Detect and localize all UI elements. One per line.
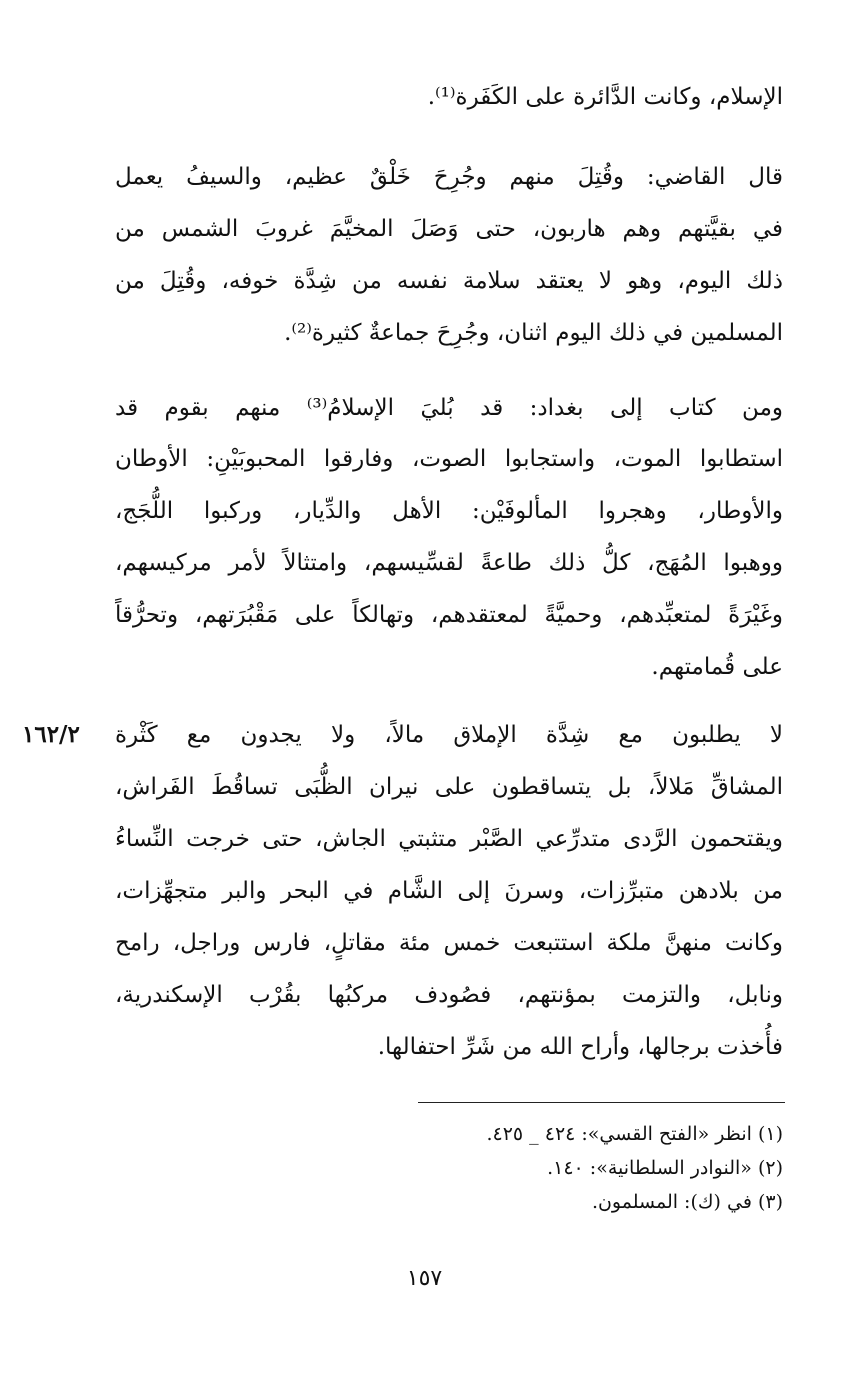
text-line: من بلادهن متبرِّزات، وسرنَ إلى الشَّام في البحر والبر متجهِّزات، [115,878,783,904]
text-line: فأُخذت برجالها، وأراح الله من شَرِّ احتفالها. [377,1034,783,1060]
footnote: (١) انظر «الفتح القسي»: ٤٢٤ _ ٤٢٥. [486,1123,783,1145]
text-line: استطابوا الموت، واستجابوا الصوت، وفارقوا المحبوبَيْنِ: الأوطان [115,446,783,472]
page-number: ١٥٧ [406,1266,443,1291]
text-line: ومن كتاب إلى بغداد: قد بُليَ الإسلامُ⁽³⁾ منهم بقوم قد [115,395,783,421]
footnote: (٢) «النوادر السلطانية»: ١٤٠. [547,1157,783,1179]
text-line: ووهبوا المُهَج، كلُّ ذلك طاعةً لقسِّيسهم، وامتثالاً لأمر مركيسهم، [115,550,783,576]
text-line: ويقتحمون الرَّدى متدرِّعي الصَّبْر متثبتي الجاش، حتى خرجت النِّساءُ [115,826,783,852]
text-line: لا يطلبون مع شِدَّة الإملاق مالاً، ولا يجدون مع كَثْرة [115,722,783,748]
text-line: وغَيْرَةً لمتعبِّدهم، وحميَّةً لمعتقدهم، وتهالكاً على مَقْبُرَتهم، وتحرُّقاً [115,602,783,628]
text-line: قال القاضي: وقُتِلَ منهم وجُرِحَ خَلْقٌ عظيم، والسيفُ يعمل [115,164,783,190]
text-line: المشاقِّ مَلالاً، بل يتساقطون على نيران الظُّبَى تساقُطَ الفَراش، [115,774,783,800]
footnote-divider [418,1102,785,1103]
margin-reference: ١٦٢/٢ [22,721,80,748]
text-line: على قُمامتهم. [651,654,783,680]
footnote: (٣) في (ك): المسلمون. [591,1191,783,1213]
text-line: ذلك اليوم، وهو لا يعتقد سلامة نفسه من شِدَّة خوفه، وقُتِلَ من [115,268,783,294]
text-line: المسلمين في ذلك اليوم اثنان، وجُرِحَ جماعةٌ كثيرة⁽²⁾. [284,320,783,346]
text-line: والأوطار، وهجروا المألوفَيْن: الأهل والدِّيار، وركبوا اللُّجَج، [115,498,783,524]
text-line: في بقيَّتهم وهم هاربون، حتى وَصَلَ المخيَّمَ غروبَ الشمس من [115,216,783,242]
text-line: ونابل، والتزمت بمؤنتهم، فصُودف مركبُها بقُرْب الإسكندرية، [115,982,783,1008]
text-line: الإسلام، وكانت الدَّائرة على الكَفَرة⁽¹⁾. [427,84,783,110]
text-line: وكانت منهنَّ ملكة استتبعت خمس مئة مقاتلٍ، فارس وراجل، رامح [115,930,783,956]
